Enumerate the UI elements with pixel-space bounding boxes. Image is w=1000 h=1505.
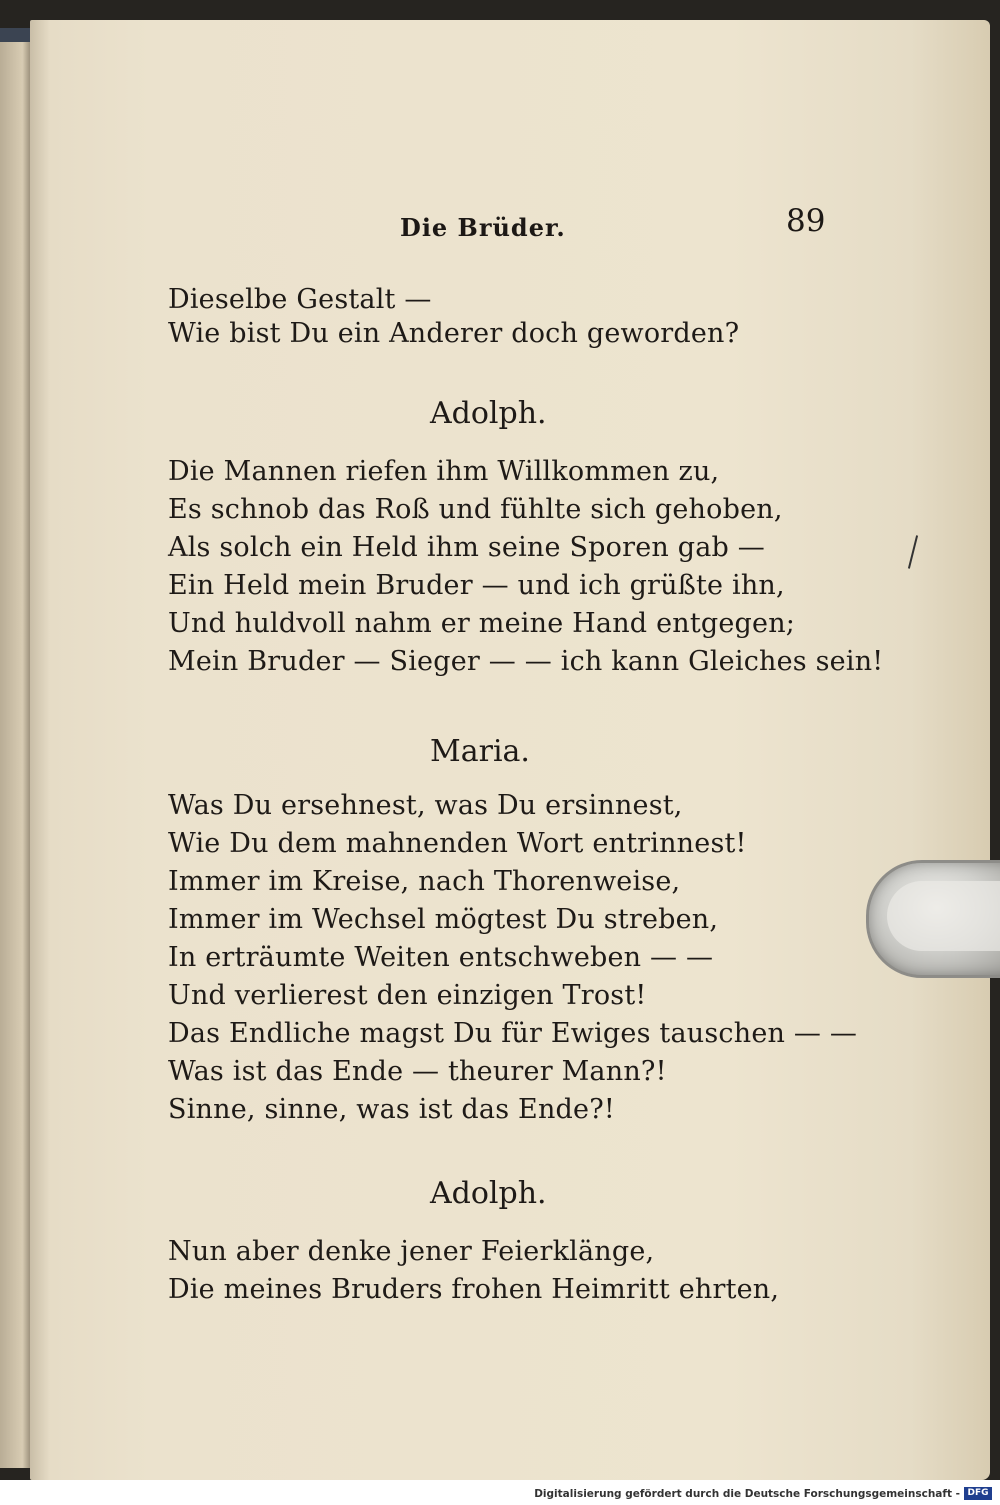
page-number: 89 (786, 203, 826, 239)
verse-line: Was Du ersehnest, was Du ersinnest, (168, 790, 683, 821)
speaker-heading: Adolph. (430, 1176, 547, 1211)
verse-line: Das Endliche magst Du für Ewiges tauschen — — (168, 1018, 858, 1049)
verse-line: Was ist das Ende — theurer Mann?! (168, 1056, 667, 1087)
verse-line: Als solch ein Held ihm seine Sporen gab — (168, 532, 765, 563)
verse-line: Sinne, sinne, was ist das Ende?! (168, 1094, 615, 1125)
funding-credit: Digitalisierung gefördert durch die Deutsche Forschungsgemeinschaft - (534, 1488, 960, 1500)
verse-line: Mein Bruder — Sieger — — ich kann Gleiches sein! (168, 646, 884, 677)
left-page-edge (0, 38, 32, 1468)
verse-line: In erträumte Weiten entschweben — — (168, 942, 714, 973)
verse-line: Nun aber denke jener Feierklänge, (168, 1236, 655, 1267)
running-title: Die Brüder. (400, 213, 566, 242)
dfg-logo: DFG (964, 1487, 992, 1500)
verse-line: Immer im Wechsel mögtest Du streben, (168, 904, 719, 935)
verse-line: Es schnob das Roß und fühlte sich gehoben, (168, 494, 783, 525)
verse-line: Und huldvoll nahm er meine Hand entgegen; (168, 608, 796, 639)
verse-line: Die meines Bruders frohen Heimritt ehrten, (168, 1274, 780, 1305)
page-clip (866, 860, 1000, 978)
verse-line: Und verlierest den einzigen Trost! (168, 980, 647, 1011)
verse-line: Immer im Kreise, nach Thorenweise, (168, 866, 681, 897)
verse-line: Die Mannen riefen ihm Willkommen zu, (168, 456, 720, 487)
verse-line: Ein Held mein Bruder — und ich grüßte ihn, (168, 570, 785, 601)
speaker-heading: Adolph. (430, 396, 547, 431)
verse-line: Dieselbe Gestalt — (168, 284, 432, 315)
speaker-heading: Maria. (430, 734, 530, 769)
verse-line: Wie bist Du ein Anderer doch geworden? (168, 318, 740, 349)
verse-line: Wie Du dem mahnenden Wort entrinnest! (168, 828, 747, 859)
page-clip-highlight (887, 881, 1000, 951)
